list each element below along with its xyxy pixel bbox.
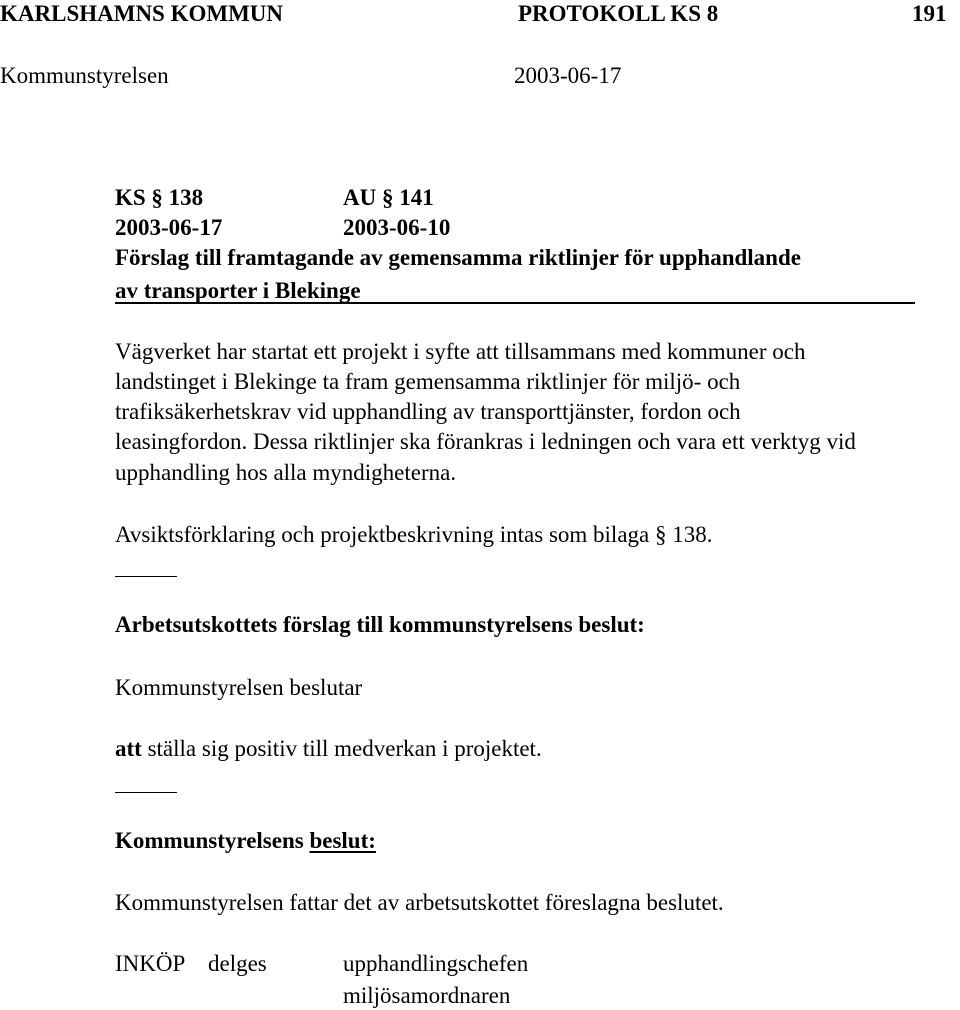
case-title-line-2: av transporter i Blekinge <box>115 278 361 303</box>
body-text-line: trafiksäkerhetskrav vid upphandling av transporttjänster, fordon och <box>115 399 741 424</box>
au-paragraph-number: AU § 141 <box>343 185 434 210</box>
body-text-line: landstinget i Blekinge ta fram gemensamma riktlinjer för miljö- och <box>115 369 741 394</box>
au-date: 2003-06-10 <box>343 215 451 240</box>
section-divider <box>115 792 177 793</box>
resolution-line <box>115 737 542 760</box>
governing-body: Kommunstyrelsen <box>0 63 169 88</box>
body-text-line: leasingfordon. Dessa riktlinjer ska förankras i ledningen och vara ett verktyg vid <box>115 429 856 454</box>
meeting-date: 2003-06-17 <box>514 63 622 88</box>
ks-paragraph-number: KS § 138 <box>115 185 204 210</box>
proposal-heading: Arbetsutskottets förslag till kommunstyrelsens beslut: <box>115 612 645 637</box>
ks-date: 2003-06-17 <box>115 215 223 240</box>
distribution-unit: INKÖP <box>115 951 186 976</box>
decision-heading-underlined: beslut: <box>309 828 376 853</box>
body-text-line: upphandling hos alla myndigheterna. <box>115 460 457 485</box>
distribution-recipient: miljösamordnaren <box>343 983 511 1008</box>
decision-heading-body: Kommunstyrelsens <box>115 828 310 853</box>
resolution-text: ställa sig positiv till medverkan i projektet. <box>141 736 542 761</box>
resolution-keyword: att <box>115 736 142 761</box>
distribution-recipient: upphandlingschefen <box>343 951 529 976</box>
title-underline <box>115 302 915 304</box>
section-divider <box>115 576 177 577</box>
distribution-label: delges <box>208 951 267 976</box>
decision-heading <box>115 829 376 852</box>
case-title-line-1: Förslag till framtagande av gemensamma riktlinjer för upphandlande <box>115 245 801 270</box>
municipality-name: KARLSHAMNS KOMMUN <box>0 1 284 26</box>
page-number: 191 <box>912 1 947 26</box>
body-text-line: Vägverket har startat ett projekt i syfte att tillsammans med kommuner och <box>115 339 806 364</box>
attachment-note: Avsiktsförklaring och projektbeskrivning intas som bilaga § 138. <box>115 522 713 547</box>
decides-line: Kommunstyrelsen beslutar <box>115 675 363 700</box>
decision-text: Kommunstyrelsen fattar det av arbetsutskottet föreslagna beslutet. <box>115 890 724 915</box>
protocol-title: PROTOKOLL KS 8 <box>518 1 719 26</box>
